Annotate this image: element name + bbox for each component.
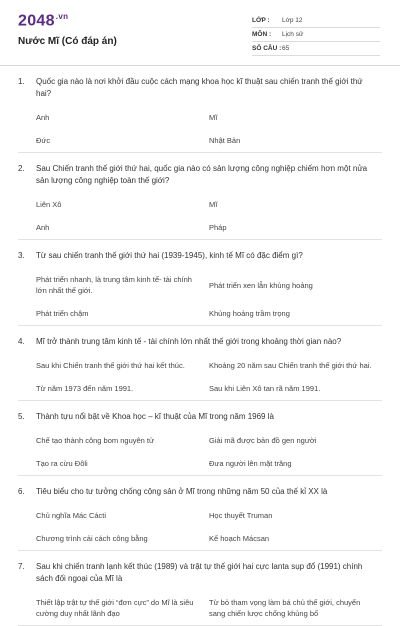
question-text: Tiêu biểu cho tư tưởng chống cộng sản ở Mĩ trong những năm 50 của thế kỉ XX là — [36, 487, 328, 496]
answer-option[interactable]: Giải mã được bản đồ gen người — [209, 436, 317, 445]
answer-option[interactable]: Sau khi Liên Xô tan rã năm 1991. — [209, 384, 321, 393]
question-number: 4. — [18, 337, 25, 346]
answer-option[interactable]: Phát triển xen lẫn khủng hoảng — [209, 280, 313, 290]
meta-table — [252, 14, 380, 56]
question-text: Mĩ trở thành trung tâm kinh tế - tài chính lớn nhất thế giới trong khoảng thời gian nào? — [36, 337, 342, 346]
meta-row-class — [252, 14, 380, 28]
answer-options — [18, 354, 382, 400]
answer-options — [18, 591, 382, 625]
question-stem — [18, 486, 382, 498]
answer-options — [18, 429, 382, 475]
answer-option[interactable]: Mĩ — [209, 200, 218, 209]
answer-option[interactable]: Khoảng 20 năm sau Chiến tranh thế giới thứ hai. — [209, 361, 372, 370]
answer-option[interactable]: Đưa người lên mặt trăng — [209, 459, 292, 468]
answer-option[interactable]: Tạo ra cừu Đôli — [36, 459, 88, 468]
answer-option[interactable]: Học thuyết Truman — [209, 511, 273, 520]
question-3 — [18, 240, 382, 326]
answer-option[interactable]: Anh — [36, 113, 50, 122]
answer-option[interactable]: Pháp — [209, 223, 227, 232]
meta-value: Lớp 12 — [282, 17, 303, 24]
answer-option[interactable]: Anh — [36, 223, 50, 232]
answer-option[interactable]: Khủng hoảng trầm trọng — [209, 309, 290, 318]
question-number: 6. — [18, 487, 25, 496]
question-stem — [18, 336, 382, 348]
document-title: Nước Mĩ (Có đáp án) — [18, 36, 117, 48]
question-6 — [18, 476, 382, 551]
answer-option[interactable]: Chủ nghĩa Mác Cácti — [36, 511, 107, 520]
answer-option[interactable]: Liên Xô — [36, 200, 62, 209]
answer-options — [18, 193, 382, 239]
question-text: Quốc gia nào là nơi khởi đầu cuộc cách mạng khoa học kĩ thuật sau chiến tranh thế giới thứ hai? — [36, 77, 363, 98]
question-list — [0, 66, 400, 626]
question-text: Thành tựu nổi bật về Khoa học – kĩ thuật của Mĩ trong năm 1969 là — [36, 412, 274, 421]
answer-option[interactable]: Từ bỏ tham vọng làm bá chủ thế giới, chuyển sang chiến lược chống khủng bố — [209, 598, 361, 618]
meta-value: 65 — [282, 45, 290, 52]
question-stem — [18, 163, 382, 187]
question-4 — [18, 326, 382, 401]
meta-label: LỚP : — [252, 17, 270, 24]
question-2 — [18, 153, 382, 240]
answer-option[interactable]: Chế tạo thành công bom nguyên tử — [36, 436, 155, 445]
question-stem — [18, 411, 382, 423]
question-7 — [18, 551, 382, 626]
answer-option[interactable]: Từ năm 1973 đến năm 1991. — [36, 384, 134, 393]
answer-option[interactable]: Thiết lập trật tự thế giới “đơn cực” do Mĩ là siêu cường duy nhất lãnh đạo — [36, 598, 194, 618]
question-text: Sau Chiến tranh thế giới thứ hai, quốc gia nào có sản lượng công nghiệp chiếm hơn một nửa sản lượng công nghiệp toàn thế giới? — [36, 164, 368, 185]
meta-value: Lịch sử — [282, 31, 304, 38]
question-number: 5. — [18, 412, 25, 421]
answer-options — [18, 504, 382, 550]
meta-row-subject — [252, 28, 380, 42]
logo-suffix: .vn — [55, 12, 69, 21]
logo-text: 2048 — [18, 12, 55, 30]
page-header — [0, 0, 400, 66]
answer-option[interactable]: Kế hoạch Mácsan — [209, 534, 270, 543]
answer-options — [18, 106, 382, 152]
answer-options — [18, 268, 382, 325]
question-number: 7. — [18, 562, 25, 571]
question-text: Sau khi chiến tranh lạnh kết thúc (1989) và trật tự thế giới hai cực Ianta sụp đổ (1991) chính sách đối ngoại của Mĩ là — [36, 562, 363, 583]
question-stem — [18, 76, 382, 100]
question-number: 1. — [18, 77, 25, 86]
answer-option[interactable]: Sau khi Chiến tranh thế giới thứ hai kết thúc. — [36, 361, 185, 370]
answer-option[interactable]: Đức — [36, 136, 51, 145]
meta-row-count — [252, 42, 380, 56]
answer-option[interactable]: Phát triển nhanh, là trung tâm kinh tế- tài chính lớn nhất thế giới. — [36, 275, 192, 295]
answer-option[interactable]: Nhật Bản — [209, 136, 241, 145]
question-stem — [18, 561, 382, 585]
question-number: 2. — [18, 164, 25, 173]
meta-label: SỐ CÂU : — [252, 45, 282, 52]
meta-label: MÔN : — [252, 31, 272, 38]
question-5 — [18, 401, 382, 476]
question-1 — [18, 66, 382, 153]
question-number: 3. — [18, 251, 25, 260]
answer-option[interactable]: Chương trình cải cách công bằng — [36, 534, 148, 543]
question-text: Từ sau chiến tranh thế giới thứ hai (1939-1945), kinh tế Mĩ có đặc điểm gì? — [36, 251, 303, 260]
answer-option[interactable]: Phát triển chậm — [36, 309, 89, 318]
question-stem — [18, 250, 382, 262]
answer-option[interactable]: Mĩ — [209, 113, 218, 122]
